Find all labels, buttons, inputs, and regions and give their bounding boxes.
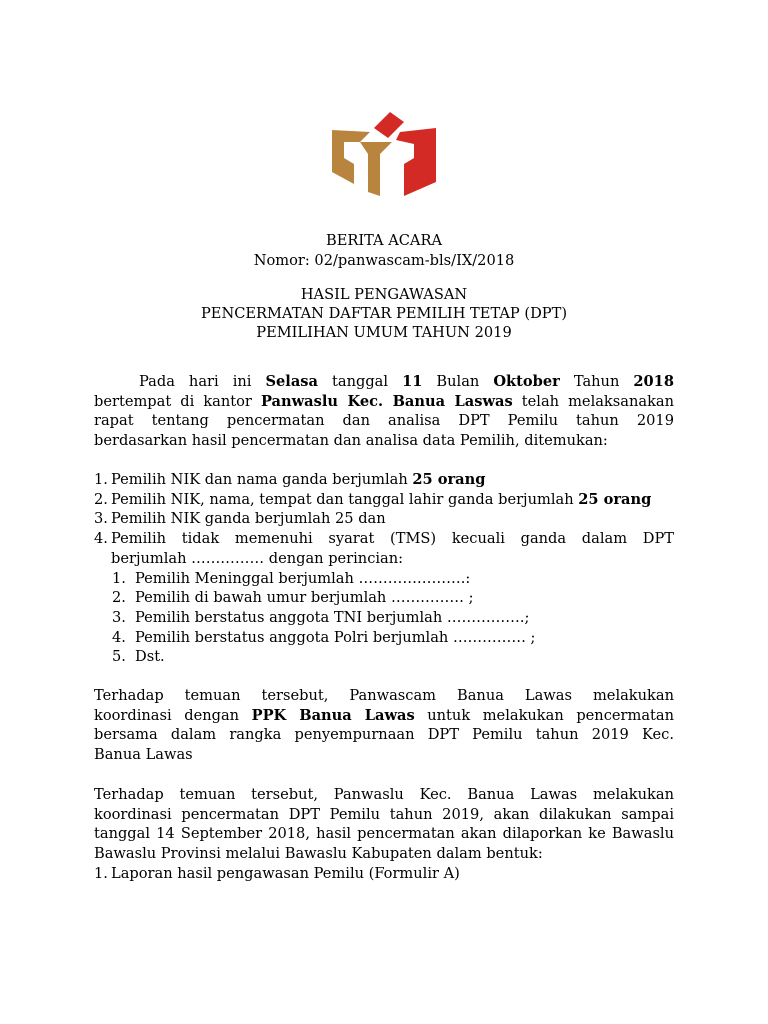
list-item: 5. Dst. (112, 648, 165, 666)
subtitle-1: HASIL PENGAWASAN (300, 286, 468, 303)
list-item: 4. Pemilih tidak memenuhi syarat (TMS) kecuali ganda dalam DPT berjumlah …………… dengan perincian: (94, 530, 674, 567)
office-name: Panwaslu Kec. Banua Laswas (260, 392, 513, 410)
tms-details-list (112, 569, 674, 668)
day: Selasa (265, 373, 318, 390)
intro-line-2: bertempat di kantor Panwaslu Kec. Banua Laswas telah melaksanakan (94, 392, 675, 410)
intro-line-1: Pada hari ini Selasa tanggal 11 Bulan Oktober Tahun 2018 (139, 373, 674, 390)
findings-list (94, 470, 674, 667)
year: 2018 (633, 373, 674, 390)
list-item: 1. Laporan hasil pengawasan Pemilu (Formulir A) (94, 864, 460, 882)
subtitle-3: PEMILIHAN UMUM TAHUN 2019 (256, 324, 512, 341)
list-item: 1. Pemilih NIK dan nama ganda berjumlah 25 orang (94, 471, 486, 488)
subtitle-2: PENCERMATAN DAFTAR PEMILIH TETAP (DPT) (200, 305, 568, 322)
intro-paragraph (94, 372, 674, 451)
list-item: 3. Pemilih berstatus anggota TNI berjumlah …………….; (112, 608, 530, 626)
intro-line-4: berdasarkan hasil pencermatan dan analisa data Pemilih, ditemukan: (94, 432, 608, 450)
list-item: 4. Pemilih berstatus anggota Polri berjumlah …………… ; (112, 628, 536, 646)
bawaslu-logo-icon (330, 108, 438, 196)
coordination-paragraph: Terhadap temuan tersebut, Panwascam Banua Lawas melakukan koordinasi dengan PPK Banua Lawas untuk melakukan pencermatan bersama dalam rangka penyempurnaan DPT Pemilu tahun 2019 Kec. Banua Lawas (94, 687, 674, 764)
intro-line-3: rapat tentang pencermatan dan analisa DPT Pemilu tahun 2019 (94, 412, 674, 430)
logo-gold-stem (360, 142, 392, 196)
document-title: BERITA ACARA (325, 232, 443, 249)
list-item: 2. Pemilih NIK, nama, tempat dan tanggal lahir ganda berjumlah 25 orang (94, 490, 652, 508)
list-item: 3. Pemilih NIK ganda berjumlah 25 dan (94, 510, 386, 528)
logo-gold-left (332, 130, 370, 184)
month: Oktober (493, 373, 560, 390)
date: 11 (402, 373, 423, 390)
document-number: Nomor: 02/panwascam-bls/IX/2018 (253, 252, 515, 269)
list-item: 1. Pemilih Meninggal berjumlah ………………….: (112, 569, 471, 587)
list-item: 2. Pemilih di bawah umur berjumlah …………… ; (112, 589, 474, 607)
ppk-name: PPK Banua Lawas (251, 706, 415, 724)
logo-red-shape (396, 128, 436, 196)
report-paragraph: Terhadap temuan tersebut, Panwaslu Kec. Banua Lawas melakukan koordinasi pencermatan DPT Pemilu tahun 2019, akan dilakukan sampai tanggal 14 September 2018, hasil pencermatan akan dilaporkan ke Bawaslu Bawaslu Provinsi melalui Bawaslu Kabupaten dalam bentuk: 1. Laporan hasil pengawasan Pemilu (Formulir A) (94, 786, 674, 882)
